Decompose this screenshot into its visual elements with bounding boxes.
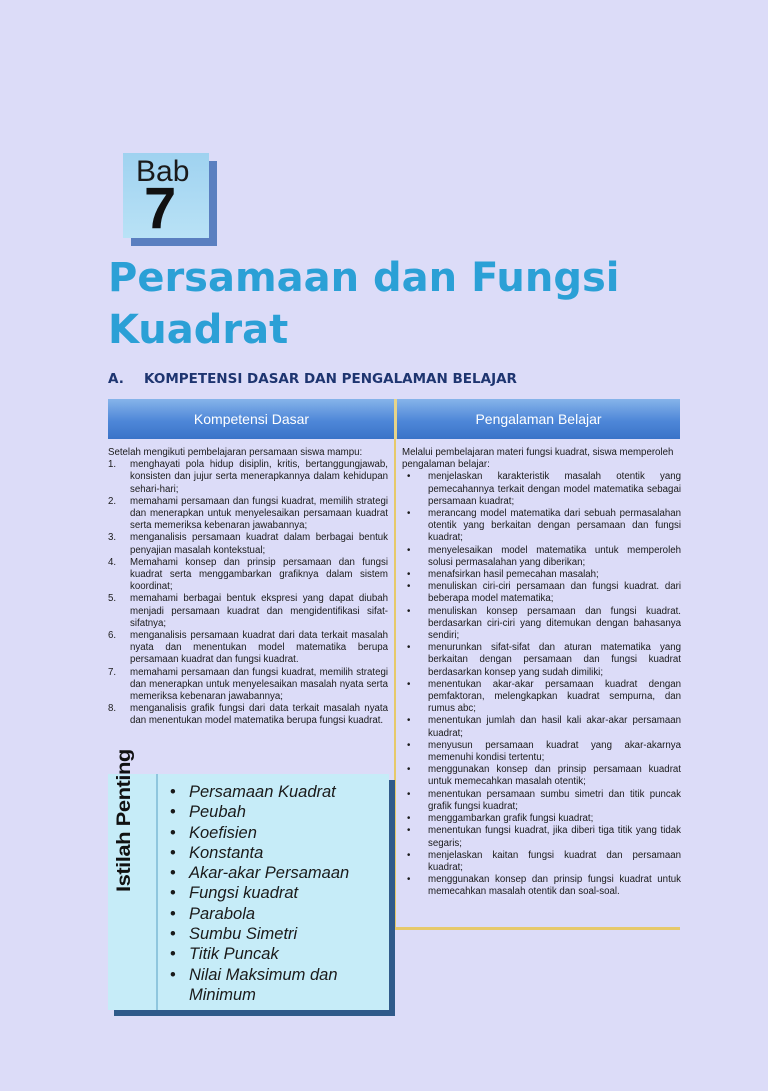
term-text: Nilai Maksimum dan Minimum — [189, 965, 338, 1004]
list-item-text: menggambarkan grafik fungsi kuadrat; — [428, 813, 594, 825]
list-item — [402, 789, 681, 813]
term-item — [170, 843, 385, 863]
term-text: Titik Puncak — [189, 945, 279, 964]
bullet: • — [170, 965, 176, 984]
list-item — [402, 545, 681, 569]
list-item-text: menuliskan konsep persamaan dan fungsi kuadrat. berdasarkan ciri-ciri yang ditemukan dengan bahasanya sendiri; — [428, 605, 681, 642]
list-marker: • — [407, 739, 411, 751]
list-item-text: menyelesaikan model matematika untuk memperoleh solusi permasalahan yang diberikan; — [428, 544, 681, 568]
list-marker: 6. — [108, 630, 117, 642]
list-item-text: memahami berbagai bentuk ekspresi yang dapat diubah menjadi persamaan kuadrat dan mengidentifikasi sifat-sifatnya; — [130, 593, 388, 629]
list-item-text: Memahami konsep dan prinsip persamaan dan fungsi kuadrat serta menggambarkan grafiknya dalam sistem koordinat; — [130, 556, 388, 593]
term-text: Parabola — [189, 904, 256, 923]
list-marker: 2. — [108, 495, 117, 507]
table-header — [108, 399, 680, 439]
list-marker: • — [407, 715, 411, 727]
term-text: Peubah — [189, 803, 246, 822]
list-item-text: menyusun persamaan kuadrat yang akar-akarnya memenuhi kondisi tertentu; — [428, 739, 681, 764]
list-item — [402, 813, 681, 825]
chapter-title-line: Kuadrat — [108, 307, 289, 353]
kompetensi-dasar-column — [108, 447, 388, 728]
terms-list — [170, 782, 385, 1005]
list-item-text: menentukan persamaan sumbu simetri dan titik puncak grafik fungsi kuadrat; — [428, 788, 681, 812]
list-item — [402, 850, 681, 874]
pengalaman-belajar-column — [402, 447, 681, 899]
list-item — [402, 740, 681, 764]
bullet: • — [170, 803, 176, 822]
list-marker: • — [407, 569, 411, 581]
section-heading — [108, 371, 517, 387]
list-item-text: menggunakan konsep dan prinsip fungsi kuadrat untuk memecahkan masalah otentik dan soal-soal. — [428, 874, 681, 898]
list-item-text: menganalisis persamaan kuadrat dari data terkait masalah nyata dan menentukan model matematika berupa persamaan kuadrat dan fungsi kuadrat. — [130, 630, 388, 666]
list-item-text: menentukan fungsi kuadrat, jika diberi tiga titik yang tidak segaris; — [428, 825, 681, 849]
list-item-text: menggunakan konsep dan prinsip persamaan kuadrat untuk memecahkan masalah otentik; — [428, 764, 681, 788]
bullet: • — [170, 864, 176, 883]
header-pengalaman-belajar: Pengalaman Belajar — [475, 411, 602, 427]
list-item — [108, 703, 388, 727]
list-marker: • — [407, 471, 411, 483]
term-item — [170, 863, 385, 883]
list-marker: • — [407, 849, 411, 861]
list-marker: 7. — [108, 666, 117, 678]
list-marker: 5. — [108, 593, 117, 605]
chapter-label: Bab — [136, 155, 190, 188]
list-marker: • — [407, 874, 411, 886]
list-item — [402, 825, 681, 849]
list-item — [402, 874, 681, 898]
section-title: KOMPETENSI DASAR DAN PENGALAMAN BELAJAR — [144, 371, 517, 387]
list-marker: • — [407, 813, 411, 825]
list-marker: • — [407, 788, 411, 800]
list-item — [402, 679, 681, 716]
term-item — [170, 944, 385, 964]
term-item — [170, 883, 385, 903]
list-item — [402, 642, 681, 679]
list-marker: • — [407, 544, 411, 556]
list-item — [402, 606, 681, 643]
list-item — [108, 496, 388, 533]
section-letter: A. — [108, 371, 124, 387]
list-item-text: merancang model matematika dari sebuah permasalahan otentik yang berkaitan dengan persamaan dan fungsi kuadrat; — [428, 508, 681, 544]
term-item — [170, 965, 385, 1006]
list-item — [402, 471, 681, 508]
bullet: • — [170, 783, 176, 801]
term-item — [170, 823, 385, 843]
terms-divider — [156, 774, 158, 1010]
list-marker: 8. — [108, 703, 117, 715]
bullet: • — [170, 843, 176, 862]
term-item — [170, 904, 385, 924]
list-item — [108, 667, 388, 704]
bullet: • — [170, 884, 176, 903]
list-item-text: menghayati pola hidup disiplin, kritis, bertanggungjawab, konsisten dan jujur serta menerapkannya dalam kehidupan sehari-hari; — [130, 459, 388, 495]
list-item-text: menafsirkan hasil pemecahan masalah; — [428, 569, 599, 581]
term-text: Konstanta — [189, 843, 264, 862]
list-marker: • — [407, 825, 411, 837]
list-item — [402, 764, 681, 788]
list-item-text: menganalisis persamaan kuadrat dalam berbagai bentuk penyajian masalah kontekstual; — [130, 532, 388, 556]
list-item — [108, 630, 388, 667]
bullet: • — [170, 925, 176, 944]
list-item-text: memahami persamaan dan fungsi kuadrat, memilih strategi dan menerapkan untuk menyelesaikan persamaan kuadrat serta memeriksa kebenaran jawabannya; — [130, 495, 388, 532]
pengalaman-intro: Melalui pembelajaran materi fungsi kuadrat, siswa memperoleh pengalaman belajar: — [402, 447, 674, 471]
kompetensi-intro: Setelah mengikuti pembelajaran persamaan siswa mampu: — [108, 447, 363, 458]
list-marker: • — [407, 642, 411, 654]
term-text: Persamaan Kuadrat — [189, 783, 336, 801]
chapter-badge-face — [123, 153, 209, 241]
term-text: Koefisien — [189, 823, 257, 842]
bullet: • — [170, 823, 176, 842]
istilah-penting-box — [108, 749, 389, 1010]
bullet: • — [170, 945, 176, 964]
header-kompetensi-dasar: Kompetensi Dasar — [193, 411, 310, 427]
bullet: • — [170, 904, 176, 923]
list-item — [108, 557, 388, 594]
chapter-title — [108, 252, 668, 356]
chapter-badge — [123, 153, 217, 246]
list-item-text: menjelaskan karakteristik masalah otentik yang pemecahannya terkait dengan model matematika sebagai persamaan kuadrat; — [428, 471, 681, 507]
list-item-text: menuliskan ciri-ciri persamaan dan fungsi kuadrat. dari beberapa model matematika; — [428, 581, 681, 605]
list-item — [402, 508, 681, 545]
list-item — [108, 593, 388, 630]
list-item — [108, 532, 388, 556]
term-item — [170, 924, 385, 944]
list-item-text: menentukan akar-akar persamaan kuadrat dengan pemfaktoran, melengkapkan kuadrat sempurna, dan rumus abc; — [428, 678, 681, 715]
list-item-text: menganalisis grafik fungsi dari data terkait masalah nyata dan menentukan model matematika berupa fungsi kuadrat. — [130, 703, 388, 727]
list-item-text: menentukan jumlah dan hasil kali akar-akar persamaan kuadrat; — [428, 715, 681, 739]
list-marker: 1. — [108, 459, 117, 471]
list-item — [402, 569, 681, 581]
term-text: Akar-akar Persamaan — [189, 864, 350, 883]
chapter-title-line: Persamaan dan Fungsi — [108, 255, 620, 301]
list-marker: • — [407, 678, 411, 690]
terms-sidebar — [108, 749, 154, 902]
list-marker: 3. — [108, 532, 117, 544]
list-item — [402, 581, 681, 605]
list-marker: • — [407, 508, 411, 520]
terms-heading: Istilah Penting — [112, 749, 135, 892]
term-item — [170, 782, 385, 802]
term-item — [170, 802, 385, 822]
list-marker: • — [407, 581, 411, 593]
list-item-text: menurunkan sifat-sifat dan aturan matematika yang berkaitan dengan persamaan dan fungsi kuadrat berdasarkan konsep yang sudah dimiliki; — [428, 642, 681, 678]
list-marker: • — [407, 605, 411, 617]
list-marker: • — [407, 764, 411, 776]
chapter-number: 7 — [144, 176, 177, 241]
list-item-text: menjelaskan kaitan fungsi kuadrat dan persamaan kuadrat; — [428, 849, 681, 873]
list-marker: 4. — [108, 556, 117, 568]
term-text: Fungsi kuadrat — [189, 884, 299, 903]
list-item — [108, 459, 388, 496]
column-bottom-rule — [394, 927, 680, 930]
list-item — [402, 715, 681, 739]
term-text: Sumbu Simetri — [189, 925, 298, 944]
list-item-text: memahami persamaan dan fungsi kuadrat, memilih strategi dan menerapkan untuk menyelesaikan masalah nyata serta memeriksa kebenaran jawabannya; — [130, 666, 388, 703]
